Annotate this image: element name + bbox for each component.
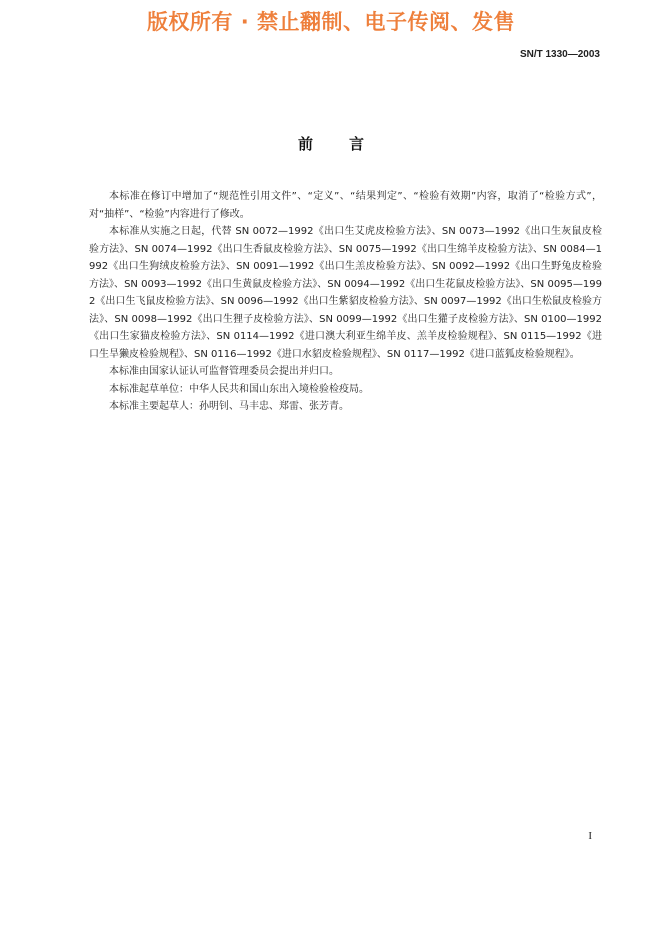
standard-code: SN/T 1330—2003	[519, 49, 600, 60]
page-title: 前言	[297, 135, 400, 153]
paragraph-proposer: 本标准由国家认证认可监督管理委员会提出并归口。	[109, 366, 339, 377]
paragraph-drafters: 本标准主要起草人：孙明钊、马丰忠、郑雷、张芳青。	[109, 401, 349, 412]
copyright-banner: 版权所有 · 禁止翻制、电子传阅、发售	[146, 10, 516, 34]
page-number: I	[588, 830, 592, 842]
paragraph-revision-note: 本标准在修订中增加了“规范性引用文件”、“定义”、“结果判定”、“检验有效期”内容，取消了“检验方式”，对“抽样”、“检验”内容进行了修改。	[89, 191, 602, 220]
foreword-body	[89, 188, 602, 416]
paragraph-replaced-standards: 本标准从实施之日起，代替 SN 0072—1992《出口生艾虎皮检验方法》、SN 0073—1992《出口生灰鼠皮检验方法》、SN 0074—1992《出口生香鼠皮检验方法》、SN 0075—1992《出口生绵羊皮检验方法》、SN 0084—1992《出口生狗绒皮检验方法》、SN 0091—1992《出口生羔皮检验方法》、SN 0092—1992《出口生野兔皮检验方法》、SN 0093—1992《出口生黄鼠皮检验方法》、SN 0094—1992《出口生花鼠皮检验方法》、SN 0095—1992《出口生飞鼠皮检验方法》、SN 0096—1992《出口生紫貂皮检验方法》、SN 0097—1992《出口生松鼠皮检验方法》、SN 0098—1992《出口生狸子皮检验方法》、SN 0099—1992《出口生獾子皮检验方法》、SN 0100—1992《出口生家猫皮检验方法》、SN 0114—1992《进口澳大利亚生绵羊皮、羔羊皮检验规程》、SN 0115—1992《进口生旱獭皮检验规程》、SN 0116—1992《进口水貂皮检验规程》、SN 0117—1992《进口蓝狐皮检验规程》。	[89, 226, 602, 360]
paragraph-drafting-unit: 本标准起草单位：中华人民共和国山东出入境检验检疫局。	[109, 383, 369, 395]
